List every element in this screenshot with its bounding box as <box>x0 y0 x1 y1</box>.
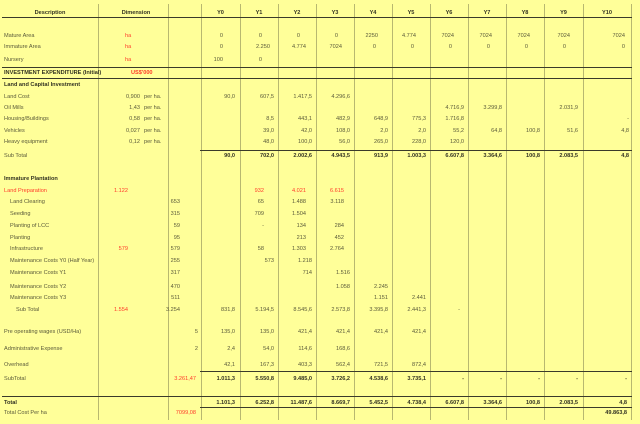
per: per ha. <box>144 116 162 122</box>
cell: - <box>458 307 460 313</box>
table-row <box>0 361 640 370</box>
cell: 0 <box>296 33 300 39</box>
row-label: Maintenance Costs Y0 (Half Year) <box>10 258 95 264</box>
cell: 0 <box>258 57 262 63</box>
cell: 120,0 <box>450 139 464 145</box>
row-label: Infrastructure <box>10 246 43 252</box>
cell: 7024 <box>612 33 625 39</box>
cell: 59 <box>173 223 180 229</box>
cell: 7024 <box>329 44 342 50</box>
col-y4: Y4 <box>369 10 377 16</box>
cell: 4.943,5 <box>331 153 350 159</box>
row-label: Oil Mills <box>4 105 24 111</box>
cell: 100,8 <box>526 400 540 406</box>
col-y5: Y5 <box>407 10 415 16</box>
cell: 421,4 <box>298 329 312 335</box>
cell: 709 <box>254 211 264 217</box>
row-label: Maintenance Costs Y1 <box>10 270 67 276</box>
cell: 90,0 <box>224 153 235 159</box>
cell: 421,4 <box>336 329 350 335</box>
cell: 4,8 <box>621 128 629 134</box>
row-label: Mature Area <box>4 33 35 39</box>
cell: 579 <box>170 246 180 252</box>
per: per ha. <box>144 94 162 100</box>
table-row <box>0 43 640 52</box>
subtotal-row <box>0 375 640 384</box>
cell: 3.395,8 <box>369 307 388 313</box>
cell: 315 <box>170 211 180 217</box>
cell: 0 <box>524 44 528 50</box>
table-row <box>0 234 640 243</box>
table-row <box>0 257 640 266</box>
cell: 5.194,5 <box>255 307 274 313</box>
cell: 2.441,3 <box>407 307 426 313</box>
cell: 562,4 <box>336 362 350 368</box>
cell: 3.735,1 <box>407 376 426 382</box>
cell: 2.250 <box>256 44 270 50</box>
row-label: Pre operating wages (USD/Ha) <box>4 329 82 335</box>
col-y2: Y2 <box>293 10 301 16</box>
cell: 114,6 <box>298 346 312 352</box>
row-label: Overhead <box>4 362 29 368</box>
cell: 54,0 <box>263 346 274 352</box>
cell: 0 <box>621 44 625 50</box>
cell: 2.245 <box>374 284 388 290</box>
cell: 714 <box>302 270 312 276</box>
cell: 108,0 <box>336 128 350 134</box>
cell: 3.254 <box>166 307 180 313</box>
cell: 1.058 <box>336 284 350 290</box>
cell: 9.485,0 <box>293 376 312 382</box>
per: per ha. <box>144 128 162 134</box>
cell: 5.452,5 <box>369 400 388 406</box>
row-label: Total Cost Per ha <box>4 410 47 416</box>
total-rule <box>2 396 632 397</box>
table-row <box>0 409 640 418</box>
cell: 0 <box>562 44 566 50</box>
cell: 1.554 <box>114 307 128 313</box>
cell: 702,0 <box>260 153 274 159</box>
cell: 213 <box>296 235 306 241</box>
cell: 3.261,47 <box>174 376 196 382</box>
cell: 2.441 <box>412 295 426 301</box>
cell: 4.538,6 <box>369 376 388 382</box>
cell: 4.774 <box>292 44 306 50</box>
row-label: Housing/Buildings <box>4 116 49 122</box>
section-title <box>0 81 640 90</box>
cell: 48,0 <box>263 139 274 145</box>
col-y6: Y6 <box>445 10 453 16</box>
rate: 0,900 <box>126 94 140 100</box>
cell: 1.218 <box>298 258 312 264</box>
cell: 49.863,8 <box>605 410 627 416</box>
cell: 42,1 <box>224 362 235 368</box>
col-y7: Y7 <box>483 10 491 16</box>
row-unit: ha <box>125 57 132 63</box>
table-row <box>0 269 640 278</box>
cell: 470 <box>170 284 180 290</box>
row-label: Seeding <box>10 211 31 217</box>
cell: 3.364,6 <box>483 153 502 159</box>
cell: 775,3 <box>412 116 426 122</box>
rate: 1,43 <box>129 105 140 111</box>
cell: 7024 <box>517 33 530 39</box>
row-label: Immature Area <box>4 44 41 50</box>
cell: 421,4 <box>412 329 426 335</box>
table-row <box>0 104 640 113</box>
cell: 1.122 <box>114 188 128 194</box>
table-row <box>0 283 640 292</box>
cell: 65 <box>257 199 264 205</box>
col-y9: Y9 <box>560 10 567 16</box>
row-label: Maintenance Costs Y2 <box>10 284 67 290</box>
cell: 1.101,3 <box>216 400 235 406</box>
col-dimension: Dimension <box>121 10 151 16</box>
row-label: Maintenance Costs Y3 <box>10 295 67 301</box>
cell: 0 <box>448 44 452 50</box>
table-row <box>0 345 640 354</box>
cell: 0 <box>258 33 262 39</box>
cell: 1.516 <box>336 270 350 276</box>
table-row <box>0 245 640 254</box>
cell: 7099,08 <box>175 410 196 416</box>
row-label: Vehicles <box>4 128 25 134</box>
section-unit: US$'000 <box>131 70 153 76</box>
table-row <box>0 210 640 219</box>
col-description: Description <box>34 10 66 16</box>
cell: 7024 <box>557 33 570 39</box>
cell: 317 <box>170 270 180 276</box>
table-row <box>0 56 640 65</box>
cell: 100,8 <box>526 128 540 134</box>
cell: 913,9 <box>374 153 388 159</box>
cell: 2.031,9 <box>559 105 578 111</box>
table-row <box>0 187 640 196</box>
cell: 831,8 <box>221 307 235 313</box>
cell: 6.607,8 <box>445 400 464 406</box>
cell: 2,0 <box>380 128 388 134</box>
section-label: Land and Capital Investment <box>4 82 81 88</box>
cell: 607,5 <box>260 94 274 100</box>
cell: 3.299,8 <box>483 105 502 111</box>
cell: 4.021 <box>292 188 306 194</box>
col-y1: Y1 <box>255 10 263 16</box>
cell: 4.738,4 <box>407 400 426 406</box>
row-label: Land Clearing <box>10 199 45 205</box>
cell: 2,0 <box>418 128 426 134</box>
cell: 2.764 <box>330 246 344 252</box>
row-unit: ha <box>125 33 132 39</box>
subtotal-row <box>0 152 640 161</box>
cell: - <box>576 376 578 382</box>
cell: - <box>627 116 629 122</box>
cell: 648,9 <box>374 116 388 122</box>
cell: 2.083,5 <box>559 400 578 406</box>
cell: 6.607,8 <box>445 153 464 159</box>
cell: - <box>462 376 464 382</box>
cell: 6.615 <box>330 188 344 194</box>
cell: 511 <box>171 295 180 301</box>
col-y3: Y3 <box>331 10 339 16</box>
cell: 2.002,6 <box>293 153 312 159</box>
cell: 4.716,9 <box>445 105 464 111</box>
cell: 4.296,6 <box>331 94 350 100</box>
per: per ha. <box>144 139 162 145</box>
cell: 0 <box>372 44 376 50</box>
cell: 90,0 <box>224 94 235 100</box>
cell: 8.545,6 <box>293 307 312 313</box>
cell: 1.504 <box>292 211 306 217</box>
cell: 3.118 <box>330 199 344 205</box>
cell: 7024 <box>441 33 454 39</box>
cell: 0 <box>334 33 338 39</box>
cell: 8,5 <box>266 116 274 122</box>
cell: 134 <box>296 223 306 229</box>
rate: 0,58 <box>129 116 140 122</box>
table-row <box>0 127 640 136</box>
col-y10: Y10 <box>602 10 612 16</box>
cell: 56,0 <box>339 139 350 145</box>
cell: 5.550,8 <box>255 376 274 382</box>
cell: 573 <box>264 258 274 264</box>
cell: 0 <box>219 33 223 39</box>
row-label: SubTotal <box>4 376 26 382</box>
cell: 0 <box>219 44 223 50</box>
table-row <box>0 115 640 124</box>
cell: 100 <box>213 57 223 63</box>
section-title: INVESTMENT EXPENDITURE (Initial) <box>4 70 102 76</box>
cell: 932 <box>254 188 264 194</box>
row-label: Land Cost <box>4 94 30 100</box>
cell: 135,0 <box>221 329 235 335</box>
cell: - <box>500 376 502 382</box>
subtotal-rule <box>200 150 632 151</box>
row-label: Sub Total <box>16 307 40 313</box>
table-row <box>0 328 640 337</box>
section-rule <box>2 67 632 68</box>
cell: 55,2 <box>453 128 464 134</box>
cell: 265,0 <box>374 139 388 145</box>
cell: 4,8 <box>621 153 629 159</box>
row-label: Planting <box>10 235 31 241</box>
cell: 452 <box>334 235 344 241</box>
table-row <box>0 222 640 231</box>
cell: 721,5 <box>374 362 388 368</box>
cell: 1.011,3 <box>216 376 235 382</box>
cell: 2.083,5 <box>559 153 578 159</box>
table-row <box>0 294 640 303</box>
cell: 872,4 <box>412 362 426 368</box>
cell: 1.003,3 <box>407 153 426 159</box>
section-title <box>0 175 640 184</box>
cell: 482,9 <box>336 116 350 122</box>
table-row <box>0 138 640 147</box>
row-label: Land Preparation <box>4 188 47 194</box>
total-row <box>0 399 640 408</box>
table-row <box>0 198 640 207</box>
cell: 284 <box>334 223 344 229</box>
col-y0: Y0 <box>217 10 224 16</box>
row-label: Administrative Expense <box>4 346 63 352</box>
section-rule <box>2 78 632 79</box>
cell: 1.303 <box>292 246 306 252</box>
cell: 1.417,5 <box>293 94 312 100</box>
cell: 0 <box>486 44 490 50</box>
cell: 1.488 <box>292 199 306 205</box>
section-header <box>0 69 640 78</box>
cell: 100,8 <box>526 153 540 159</box>
cell: 135,0 <box>260 329 274 335</box>
cell: 51,6 <box>567 128 578 134</box>
rate: 0,12 <box>129 139 140 145</box>
section-label: Immature Plantation <box>4 176 58 182</box>
cell: - <box>625 376 627 382</box>
cell: 228,0 <box>412 139 426 145</box>
cell: 168,6 <box>336 346 350 352</box>
row-label: Nursery <box>4 57 24 63</box>
cell: 255 <box>170 258 180 264</box>
cell: - <box>538 376 540 382</box>
cell: 100,0 <box>298 139 312 145</box>
cell: 4.774 <box>402 33 416 39</box>
cell: 39,0 <box>263 128 274 134</box>
cell: 653 <box>170 199 180 205</box>
cell: 1.151 <box>374 295 388 301</box>
cell: 443,1 <box>298 116 312 122</box>
row-label: Sub Total <box>4 153 28 159</box>
table-row <box>0 93 640 102</box>
col-y8: Y8 <box>521 10 529 16</box>
cell: 64,8 <box>491 128 502 134</box>
cell: 3.364,6 <box>483 400 502 406</box>
row-unit: ha <box>125 44 132 50</box>
row-label: Total <box>4 400 17 406</box>
per: per ha. <box>144 105 162 111</box>
cell: - <box>262 223 264 229</box>
cell: 1.716,8 <box>445 116 464 122</box>
cell: 579 <box>118 246 128 252</box>
cell: 11.487,6 <box>290 400 312 406</box>
cell: 2,4 <box>227 346 235 352</box>
cell: 8.669,7 <box>331 400 350 406</box>
cell: 421,4 <box>374 329 388 335</box>
cell: 3.726,2 <box>331 376 350 382</box>
cell: 2.573,8 <box>331 307 350 313</box>
rate: 0,027 <box>126 128 140 134</box>
cell: 167,3 <box>260 362 274 368</box>
row-label: Heavy equipment <box>4 139 48 145</box>
cell: 42,0 <box>301 128 312 134</box>
cell: 403,3 <box>298 362 312 368</box>
cell: 0 <box>410 44 414 50</box>
cell: 4,8 <box>619 400 627 406</box>
table-row <box>0 32 640 41</box>
cell: 58 <box>257 246 264 252</box>
row-label: Planting of LCC <box>10 223 50 229</box>
cell: 5 <box>194 329 198 335</box>
cell: 95 <box>173 235 180 241</box>
subtotal-row <box>0 306 640 315</box>
cell: 2 <box>194 346 198 352</box>
subtotal-rule <box>200 371 632 372</box>
cell: 7024 <box>479 33 492 39</box>
header-row <box>0 9 640 18</box>
cell: 6.252,8 <box>255 400 274 406</box>
cell: 2250 <box>365 33 378 39</box>
